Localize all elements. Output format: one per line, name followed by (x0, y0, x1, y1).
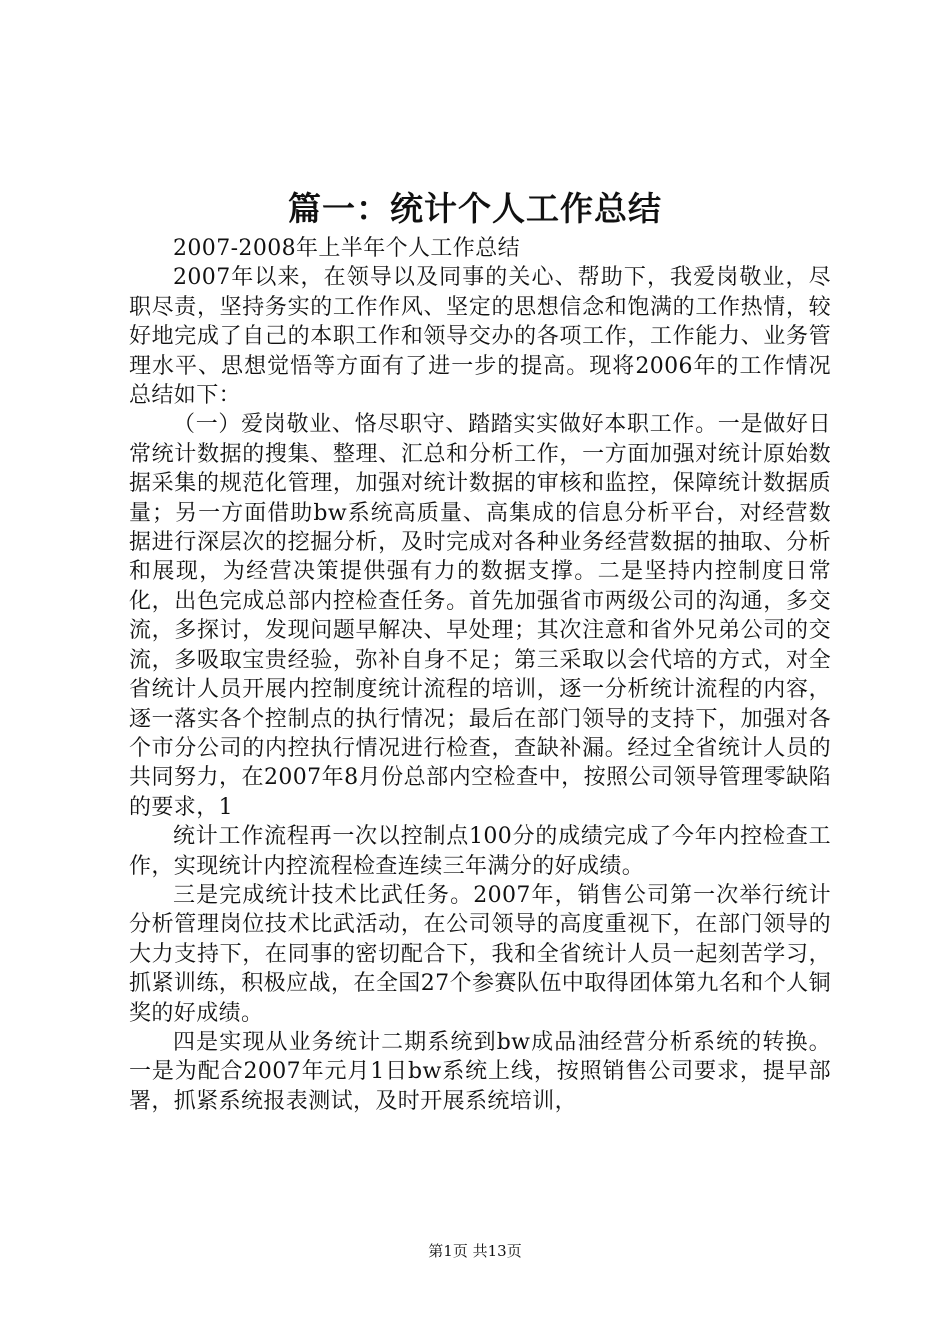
document-title: 篇一：统计个人工作总结 (288, 189, 662, 228)
page-number-footer: 第1页 共13页 (428, 1242, 522, 1260)
paragraph: 统计工作流程再一次以控制点100分的成绩完成了今年内控检查工作，实现统计内控流程检查连续三年满分的好成绩。 (129, 824, 831, 879)
document-subtitle: 2007-2008年上半年个人工作总结 (173, 236, 521, 261)
paragraph: 四是实现从业务统计二期系统到bw成品油经营分析系统的转换。一是为配合2007年元月1日bw系统上线，按照销售公司要求，提早部署，抓紧系统报表测试，及时开展系统培训， (129, 1029, 831, 1114)
document-body (129, 234, 831, 1116)
paragraph: 三是完成统计技术比武任务。2007年，销售公司第一次举行统计分析管理岗位技术比武活动，在公司领导的高度重视下，在部门领导的大力支持下，在同事的密切配合下，我和全省统计人员一起刻苦学习，抓紧训练，积极应战，在全国27个参赛队伍中取得团体第九名和个人铜奖的好成绩。 (129, 882, 831, 1026)
paragraph: （一）爱岗敬业、恪尽职守、踏踏实实做好本职工作。一是做好日常统计数据的搜集、整理、汇总和分析工作，一方面加强对统计原始数据采集的规范化管理，加强对统计数据的审核和监控，保障统计数据质量；另一方面借助bw系统高质量、高集成的信息分析平台，对经营数据进行深层次的挖掘分析，及时完成对各种业务经营数据的抽取、分析和展现，为经营决策提供强有力的数据支撑。二是坚持内控制度日常化，出色完成总部内控检查任务。首先加强省市两级公司的沟通，多交流，多探讨，发现问题早解决、早处理；其次注意和省外兄弟公司的交流，多吸取宝贵经验，弥补自身不足；第三采取以会代培的方式，对全省统计人员开展内控制度统计流程的培训，逐一分析统计流程的内容，逐一落实各个控制点的执行情况；最后在部门领导的支持下，加强对各个市分公司的内控执行情况进行检查，查缺补漏。经过全省统计人员的共同努力，在2007年8月份总部内空检查中，按照公司领导管理零缺陷的要求，1 (129, 412, 831, 820)
paragraph: 2007年以来，在领导以及同事的关心、帮助下，我爱岗敬业，尽职尽责，坚持务实的工作作风、坚定的思想信念和饱满的工作热情，较好地完成了自己的本职工作和领导交办的各项工作，工作能力、业务管理水平、思想觉悟等方面有了进一步的提高。现将2006年的工作情况总结如下： (129, 265, 831, 409)
